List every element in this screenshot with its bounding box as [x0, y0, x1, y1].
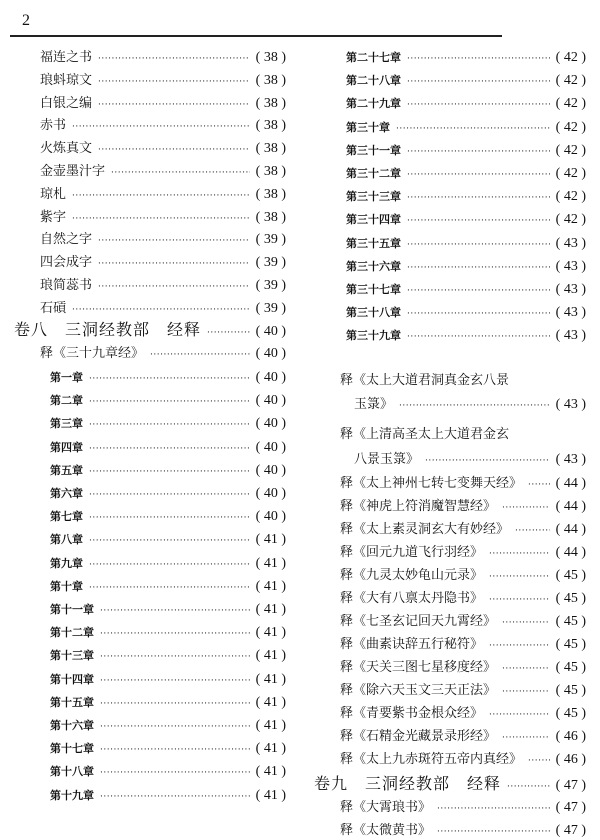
toc-entry[interactable] — [50, 579, 286, 596]
dot-leader — [528, 477, 550, 493]
dot-leader — [396, 121, 550, 137]
toc-entry-title: 释《青要紫书金根众经》 — [340, 706, 484, 721]
toc-entry-page-number: ( 39 ) — [255, 255, 286, 271]
toc-entry-title: 释《三十九章经》 — [40, 346, 145, 361]
toc-entry[interactable] — [340, 545, 586, 562]
toc-entry-title: 第二十七章 — [346, 51, 401, 64]
toc-entry-title: 琅蚪琼文 — [40, 72, 93, 88]
toc-entry-page-number: ( 45 ) — [555, 660, 586, 675]
dot-leader — [489, 592, 550, 608]
toc-entry[interactable] — [346, 73, 586, 90]
toc-entry-title: 玉箓》 — [354, 397, 394, 412]
toc-entry-page-number: ( 42 ) — [555, 189, 586, 205]
toc-entry[interactable] — [40, 141, 286, 158]
toc-entry-title: 释《太微黄书》 — [340, 823, 432, 838]
toc-entry-page-number: ( 45 ) — [555, 591, 586, 606]
toc-entry-page-number: ( 41 ) — [255, 555, 286, 571]
toc-entry-page-number: ( 38 ) — [255, 141, 286, 157]
toc-entry[interactable] — [340, 800, 586, 817]
toc-entry[interactable] — [50, 788, 286, 805]
toc-entry[interactable] — [50, 370, 286, 387]
toc-entry-title: 赤书 — [40, 118, 67, 134]
dot-leader — [407, 329, 550, 345]
toc-entry[interactable] — [50, 532, 286, 549]
toc-entry-page-number: ( 46 ) — [555, 729, 586, 744]
toc-entry[interactable] — [40, 187, 286, 204]
toc-entry-page-number: ( 43 ) — [555, 258, 586, 274]
toc-entry-page-number: ( 44 ) — [555, 545, 586, 560]
dot-leader — [502, 661, 550, 677]
toc-entry[interactable] — [40, 255, 286, 272]
toc-entry-title: 第四章 — [50, 440, 83, 454]
toc-entry-page-number: ( 40 ) — [255, 346, 286, 361]
toc-entry[interactable] — [340, 591, 586, 608]
toc-entry[interactable] — [340, 706, 586, 723]
dot-leader — [98, 233, 250, 249]
toc-entry-page-number: ( 43 ) — [555, 452, 586, 467]
toc-entry[interactable] — [50, 741, 286, 758]
toc-entry-page-number: ( 42 ) — [555, 119, 586, 135]
dot-leader — [407, 51, 550, 67]
toc-entry[interactable] — [40, 96, 286, 113]
dot-leader — [407, 167, 550, 183]
toc-entry[interactable] — [340, 568, 586, 585]
dot-leader — [407, 237, 550, 253]
toc-entry[interactable] — [50, 625, 286, 642]
toc-entry-page-number: ( 38 ) — [255, 72, 286, 88]
dot-leader — [72, 188, 250, 204]
toc-entry-title: 四会成字 — [40, 255, 93, 271]
toc-entry-page-number: ( 40 ) — [255, 509, 286, 525]
toc-entry-page-number: ( 43 ) — [555, 235, 586, 251]
toc-entry-title: 第三十二章 — [346, 167, 401, 180]
dot-leader — [489, 638, 550, 654]
toc-entry[interactable] — [50, 648, 286, 665]
toc-entry-title: 第三十章 — [346, 120, 390, 134]
toc-entry-page-number: ( 41 ) — [255, 625, 286, 641]
toc-entry-page-number: ( 47 ) — [555, 778, 586, 793]
dot-leader — [89, 417, 250, 433]
toc-entry[interactable] — [50, 602, 286, 619]
toc-entry-page-number: ( 45 ) — [555, 683, 586, 698]
toc-entry[interactable] — [50, 486, 286, 503]
dot-leader — [111, 165, 250, 181]
toc-entry-page-number: ( 38 ) — [255, 186, 286, 202]
dot-leader — [100, 673, 250, 689]
dot-leader — [98, 97, 250, 113]
dot-leader — [89, 580, 250, 596]
toc-entry[interactable] — [354, 452, 586, 469]
toc-entry-page-number: ( 44 ) — [555, 476, 586, 491]
toc-entry-page-number: ( 44 ) — [555, 499, 586, 514]
toc-entry[interactable] — [354, 397, 586, 414]
toc-entry-title: 白银之编 — [40, 95, 93, 111]
toc-entry-title: 第三十八章 — [346, 306, 401, 320]
toc-entry[interactable] — [50, 556, 286, 573]
toc-entry[interactable] — [340, 752, 586, 769]
toc-entry[interactable] — [340, 660, 586, 677]
toc-entry[interactable] — [346, 305, 586, 322]
toc-entry[interactable] — [40, 301, 286, 318]
toc-entry-title: 第三十三章 — [346, 190, 401, 204]
toc-entry-title: 琼札 — [40, 186, 67, 202]
toc-entry-page-number: ( 38 ) — [255, 50, 286, 65]
toc-entry[interactable] — [340, 373, 586, 389]
toc-entry-title: 释《曲素诀辞五行秘符》 — [340, 637, 484, 652]
toc-entry-page-number: ( 40 ) — [255, 324, 286, 339]
toc-entry-title: 释《上清高圣太上大道君金玄 — [340, 427, 510, 442]
dot-leader — [100, 603, 250, 619]
toc-entry-title: 第一章 — [50, 371, 83, 384]
toc-entry-page-number: ( 41 ) — [255, 764, 286, 780]
dot-leader — [407, 260, 550, 276]
toc-entry-title: 第十八章 — [50, 765, 94, 779]
dot-leader — [98, 279, 250, 295]
dot-leader — [515, 523, 550, 539]
toc-entry[interactable] — [14, 322, 286, 341]
dot-leader — [425, 453, 550, 469]
toc-entry-page-number: ( 44 ) — [555, 522, 586, 537]
dot-leader — [98, 51, 250, 67]
dot-leader — [98, 74, 250, 90]
toc-entry-title: 释《天关三图七星移度经》 — [340, 660, 497, 675]
dot-leader — [72, 302, 250, 318]
toc-entry-title: 卷八 三洞经教部 经释 — [14, 320, 202, 339]
dot-leader — [89, 394, 250, 410]
toc-entry[interactable] — [40, 73, 286, 90]
toc-entry-title: 八景玉箓》 — [354, 452, 420, 467]
dot-leader — [407, 97, 550, 113]
toc-entry[interactable] — [346, 189, 586, 206]
toc-entry[interactable] — [40, 118, 286, 135]
toc-entry-title: 第十一章 — [50, 603, 94, 616]
toc-entry-title: 琅简蕊书 — [40, 278, 93, 293]
toc-entry[interactable] — [50, 672, 286, 689]
toc-entry-title: 释《九灵太妙龟山元录》 — [340, 568, 484, 583]
toc-entry-page-number: ( 45 ) — [555, 706, 586, 721]
toc-entry[interactable] — [346, 50, 586, 67]
dot-leader — [207, 325, 250, 341]
toc-entry[interactable] — [340, 614, 586, 631]
toc-entry-page-number: ( 38 ) — [255, 209, 286, 225]
toc-entry-title: 自然之字 — [40, 232, 93, 248]
toc-entry-page-number: ( 41 ) — [255, 602, 286, 617]
dot-leader — [89, 487, 250, 503]
toc-entry-title: 第十三章 — [50, 649, 94, 663]
dot-leader — [100, 789, 250, 805]
toc-entry-title: 火炼真文 — [40, 141, 93, 157]
toc-entry-page-number: ( 38 ) — [255, 95, 286, 111]
toc-entry-title: 释《神虎上符消魔智慧经》 — [340, 499, 497, 514]
toc-entry[interactable] — [346, 143, 586, 160]
toc-entry-title: 第三十五章 — [346, 236, 401, 250]
toc-entry-page-number: ( 42 ) — [555, 212, 586, 228]
dot-leader — [407, 74, 550, 90]
toc-entry-title: 第九章 — [50, 556, 83, 570]
toc-entry-title: 第六章 — [50, 487, 83, 500]
toc-entry-title: 石碽 — [40, 300, 67, 316]
toc-entry-page-number: ( 43 ) — [555, 282, 586, 297]
toc-entry-title: 第三十七章 — [346, 283, 401, 296]
dot-leader — [502, 615, 550, 631]
toc-entry[interactable] — [50, 416, 286, 433]
dot-leader — [72, 119, 250, 135]
toc-entry[interactable] — [40, 164, 286, 181]
dot-leader — [407, 283, 550, 299]
dot-leader — [502, 500, 550, 516]
toc-entry-page-number: ( 42 ) — [555, 166, 586, 181]
toc-entry[interactable] — [340, 683, 586, 700]
dot-leader — [72, 211, 250, 227]
toc-entry-title: 第七章 — [50, 510, 83, 524]
toc-entry-page-number: ( 42 ) — [555, 50, 586, 65]
dot-leader — [437, 824, 550, 840]
toc-entry[interactable] — [50, 509, 286, 526]
toc-entry-page-number: ( 41 ) — [255, 694, 286, 710]
toc-entry[interactable] — [50, 695, 286, 712]
toc-entry-title: 释《太上九赤斑符五帝内真经》 — [340, 752, 523, 767]
toc-entry-page-number: ( 41 ) — [255, 741, 286, 757]
toc-entry-page-number: ( 45 ) — [555, 614, 586, 629]
toc-entry-page-number: ( 47 ) — [555, 800, 586, 815]
toc-entry-page-number: ( 39 ) — [255, 278, 286, 293]
dot-leader — [100, 719, 250, 735]
dot-leader — [89, 557, 250, 573]
toc-entry-title: 第三章 — [50, 417, 83, 431]
dot-leader — [89, 371, 250, 387]
toc-entry[interactable] — [340, 823, 586, 840]
dot-leader — [489, 707, 550, 723]
toc-entry[interactable] — [346, 212, 586, 229]
toc-entry-title: 释《太上素灵洞玄大有妙经》 — [340, 522, 510, 537]
dot-leader — [399, 398, 550, 414]
dot-leader — [89, 464, 250, 480]
dot-leader — [100, 626, 250, 642]
toc-entry-title: 第三十四章 — [346, 213, 401, 227]
toc-entry[interactable] — [340, 476, 586, 493]
toc-entry-page-number: ( 45 ) — [555, 568, 586, 583]
toc-entry-page-number: ( 41 ) — [255, 787, 286, 803]
dot-leader — [507, 779, 550, 795]
toc-entry-page-number: ( 41 ) — [255, 718, 286, 733]
toc-entry-title: 第五章 — [50, 463, 83, 477]
toc-entry[interactable] — [40, 278, 286, 295]
toc-entry[interactable] — [340, 499, 586, 516]
toc-entry-title: 第十四章 — [50, 672, 94, 686]
toc-entry-title: 第三十一章 — [346, 143, 401, 157]
toc-entry-title: 福连之书 — [40, 50, 93, 65]
toc-entry-title: 第十九章 — [50, 788, 94, 802]
dot-leader — [100, 765, 250, 781]
toc-entry-title: 卷九 三洞经教部 经释 — [314, 774, 502, 793]
toc-entry-page-number: ( 43 ) — [555, 397, 586, 412]
toc-entry-page-number: ( 40 ) — [255, 416, 286, 432]
dot-leader — [98, 142, 250, 158]
toc-entry-page-number: ( 41 ) — [255, 532, 286, 548]
toc-entry[interactable] — [346, 282, 586, 299]
toc-entry-title: 第三十六章 — [346, 259, 401, 273]
dot-leader — [407, 306, 550, 322]
toc-entry[interactable] — [346, 166, 586, 183]
dot-leader — [437, 801, 550, 817]
toc-entry-page-number: ( 38 ) — [255, 164, 286, 179]
dot-leader — [89, 533, 250, 549]
dot-leader — [100, 649, 250, 665]
toc-entry-title: 第十六章 — [50, 719, 94, 732]
toc-entry-page-number: ( 46 ) — [555, 752, 586, 767]
toc-entry-page-number: ( 41 ) — [255, 648, 286, 664]
toc-entry[interactable] — [40, 232, 286, 249]
toc-entry-title: 第十章 — [50, 579, 83, 593]
dot-leader — [407, 190, 550, 206]
toc-entry-page-number: ( 40 ) — [255, 462, 286, 478]
toc-entry-title: 第八章 — [50, 533, 83, 547]
toc-entry[interactable] — [314, 776, 586, 795]
dot-leader — [502, 684, 550, 700]
toc-entry-title: 第十七章 — [50, 742, 94, 756]
toc-entry[interactable] — [346, 236, 586, 253]
toc-entry[interactable] — [40, 346, 286, 363]
dot-leader — [100, 742, 250, 758]
toc-entry-title: 释《回元九道飞行羽经》 — [340, 545, 484, 560]
toc-entry-title: 释《太上神州七转七变舞天经》 — [340, 476, 523, 491]
toc-entry-page-number: ( 39 ) — [255, 300, 286, 316]
toc-entry[interactable] — [40, 50, 286, 67]
toc-entry-page-number: ( 40 ) — [255, 486, 286, 501]
toc-entry[interactable] — [346, 328, 586, 345]
toc-entry-title: 第二十九章 — [346, 97, 401, 111]
toc-entry-title: 紫字 — [40, 209, 67, 225]
toc-entry[interactable] — [340, 729, 586, 746]
dot-leader — [89, 510, 250, 526]
dot-leader — [150, 347, 250, 363]
toc-entry-title: 释《石精金光藏景录形经》 — [340, 729, 497, 744]
toc-entry-title: 第二十八章 — [346, 74, 401, 88]
header-rule — [10, 35, 502, 37]
toc-entry[interactable] — [340, 522, 586, 539]
toc-entry-title: 第三十九章 — [346, 329, 401, 343]
toc-entry[interactable] — [50, 718, 286, 735]
toc-entry-page-number: ( 47 ) — [555, 823, 586, 838]
page-number: 2 — [22, 12, 30, 29]
toc-entry-title: 第十五章 — [50, 695, 94, 709]
dot-leader — [502, 730, 550, 746]
toc-entry[interactable] — [40, 210, 286, 227]
toc-entry-title: 释《太上大道君洞真金玄八景 — [340, 373, 510, 388]
toc-entry[interactable] — [50, 393, 286, 410]
toc-entry-title: 第二章 — [50, 394, 83, 408]
toc-entry-page-number: ( 42 ) — [555, 96, 586, 112]
dot-leader — [98, 256, 250, 272]
dot-leader — [100, 696, 250, 712]
toc-entry-page-number: ( 40 ) — [255, 439, 286, 455]
dot-leader — [89, 441, 250, 457]
toc-entry-title: 释《除六天玉文三天正法》 — [340, 683, 497, 698]
toc-entry[interactable] — [346, 120, 586, 137]
toc-entry-page-number: ( 42 ) — [555, 142, 586, 158]
toc-entry-page-number: ( 38 ) — [255, 118, 286, 134]
toc-entry-title: 释《大霄琅书》 — [340, 800, 432, 815]
toc-entry[interactable] — [346, 96, 586, 113]
dot-leader — [407, 144, 550, 160]
toc-entry[interactable] — [50, 440, 286, 457]
toc-entry-title: 释《七圣玄记回天九霄经》 — [340, 614, 497, 629]
toc-entry[interactable] — [340, 427, 586, 443]
toc-entry-page-number: ( 42 ) — [555, 73, 586, 89]
toc-entry-page-number: ( 41 ) — [255, 578, 286, 594]
toc-entry[interactable] — [346, 259, 586, 276]
toc-entry-title: 释《大有八禀太丹隐书》 — [340, 591, 484, 606]
dot-leader — [489, 569, 550, 585]
dot-leader — [407, 213, 550, 229]
toc-entry-page-number: ( 43 ) — [555, 328, 586, 344]
toc-entry-page-number: ( 39 ) — [255, 232, 286, 248]
toc-entry[interactable] — [50, 764, 286, 781]
toc-entry-page-number: ( 40 ) — [255, 370, 286, 385]
toc-entry-title: 金壶墨汁字 — [40, 164, 106, 179]
toc-entry-page-number: ( 41 ) — [255, 671, 286, 687]
toc-entry-page-number: ( 45 ) — [555, 637, 586, 652]
dot-leader — [528, 753, 550, 769]
dot-leader — [489, 546, 550, 562]
toc-entry[interactable] — [50, 463, 286, 480]
toc-entry[interactable] — [340, 637, 586, 654]
toc-entry-page-number: ( 40 ) — [255, 393, 286, 409]
toc-entry-page-number: ( 43 ) — [555, 305, 586, 321]
toc-entry-title: 第十二章 — [50, 626, 94, 640]
